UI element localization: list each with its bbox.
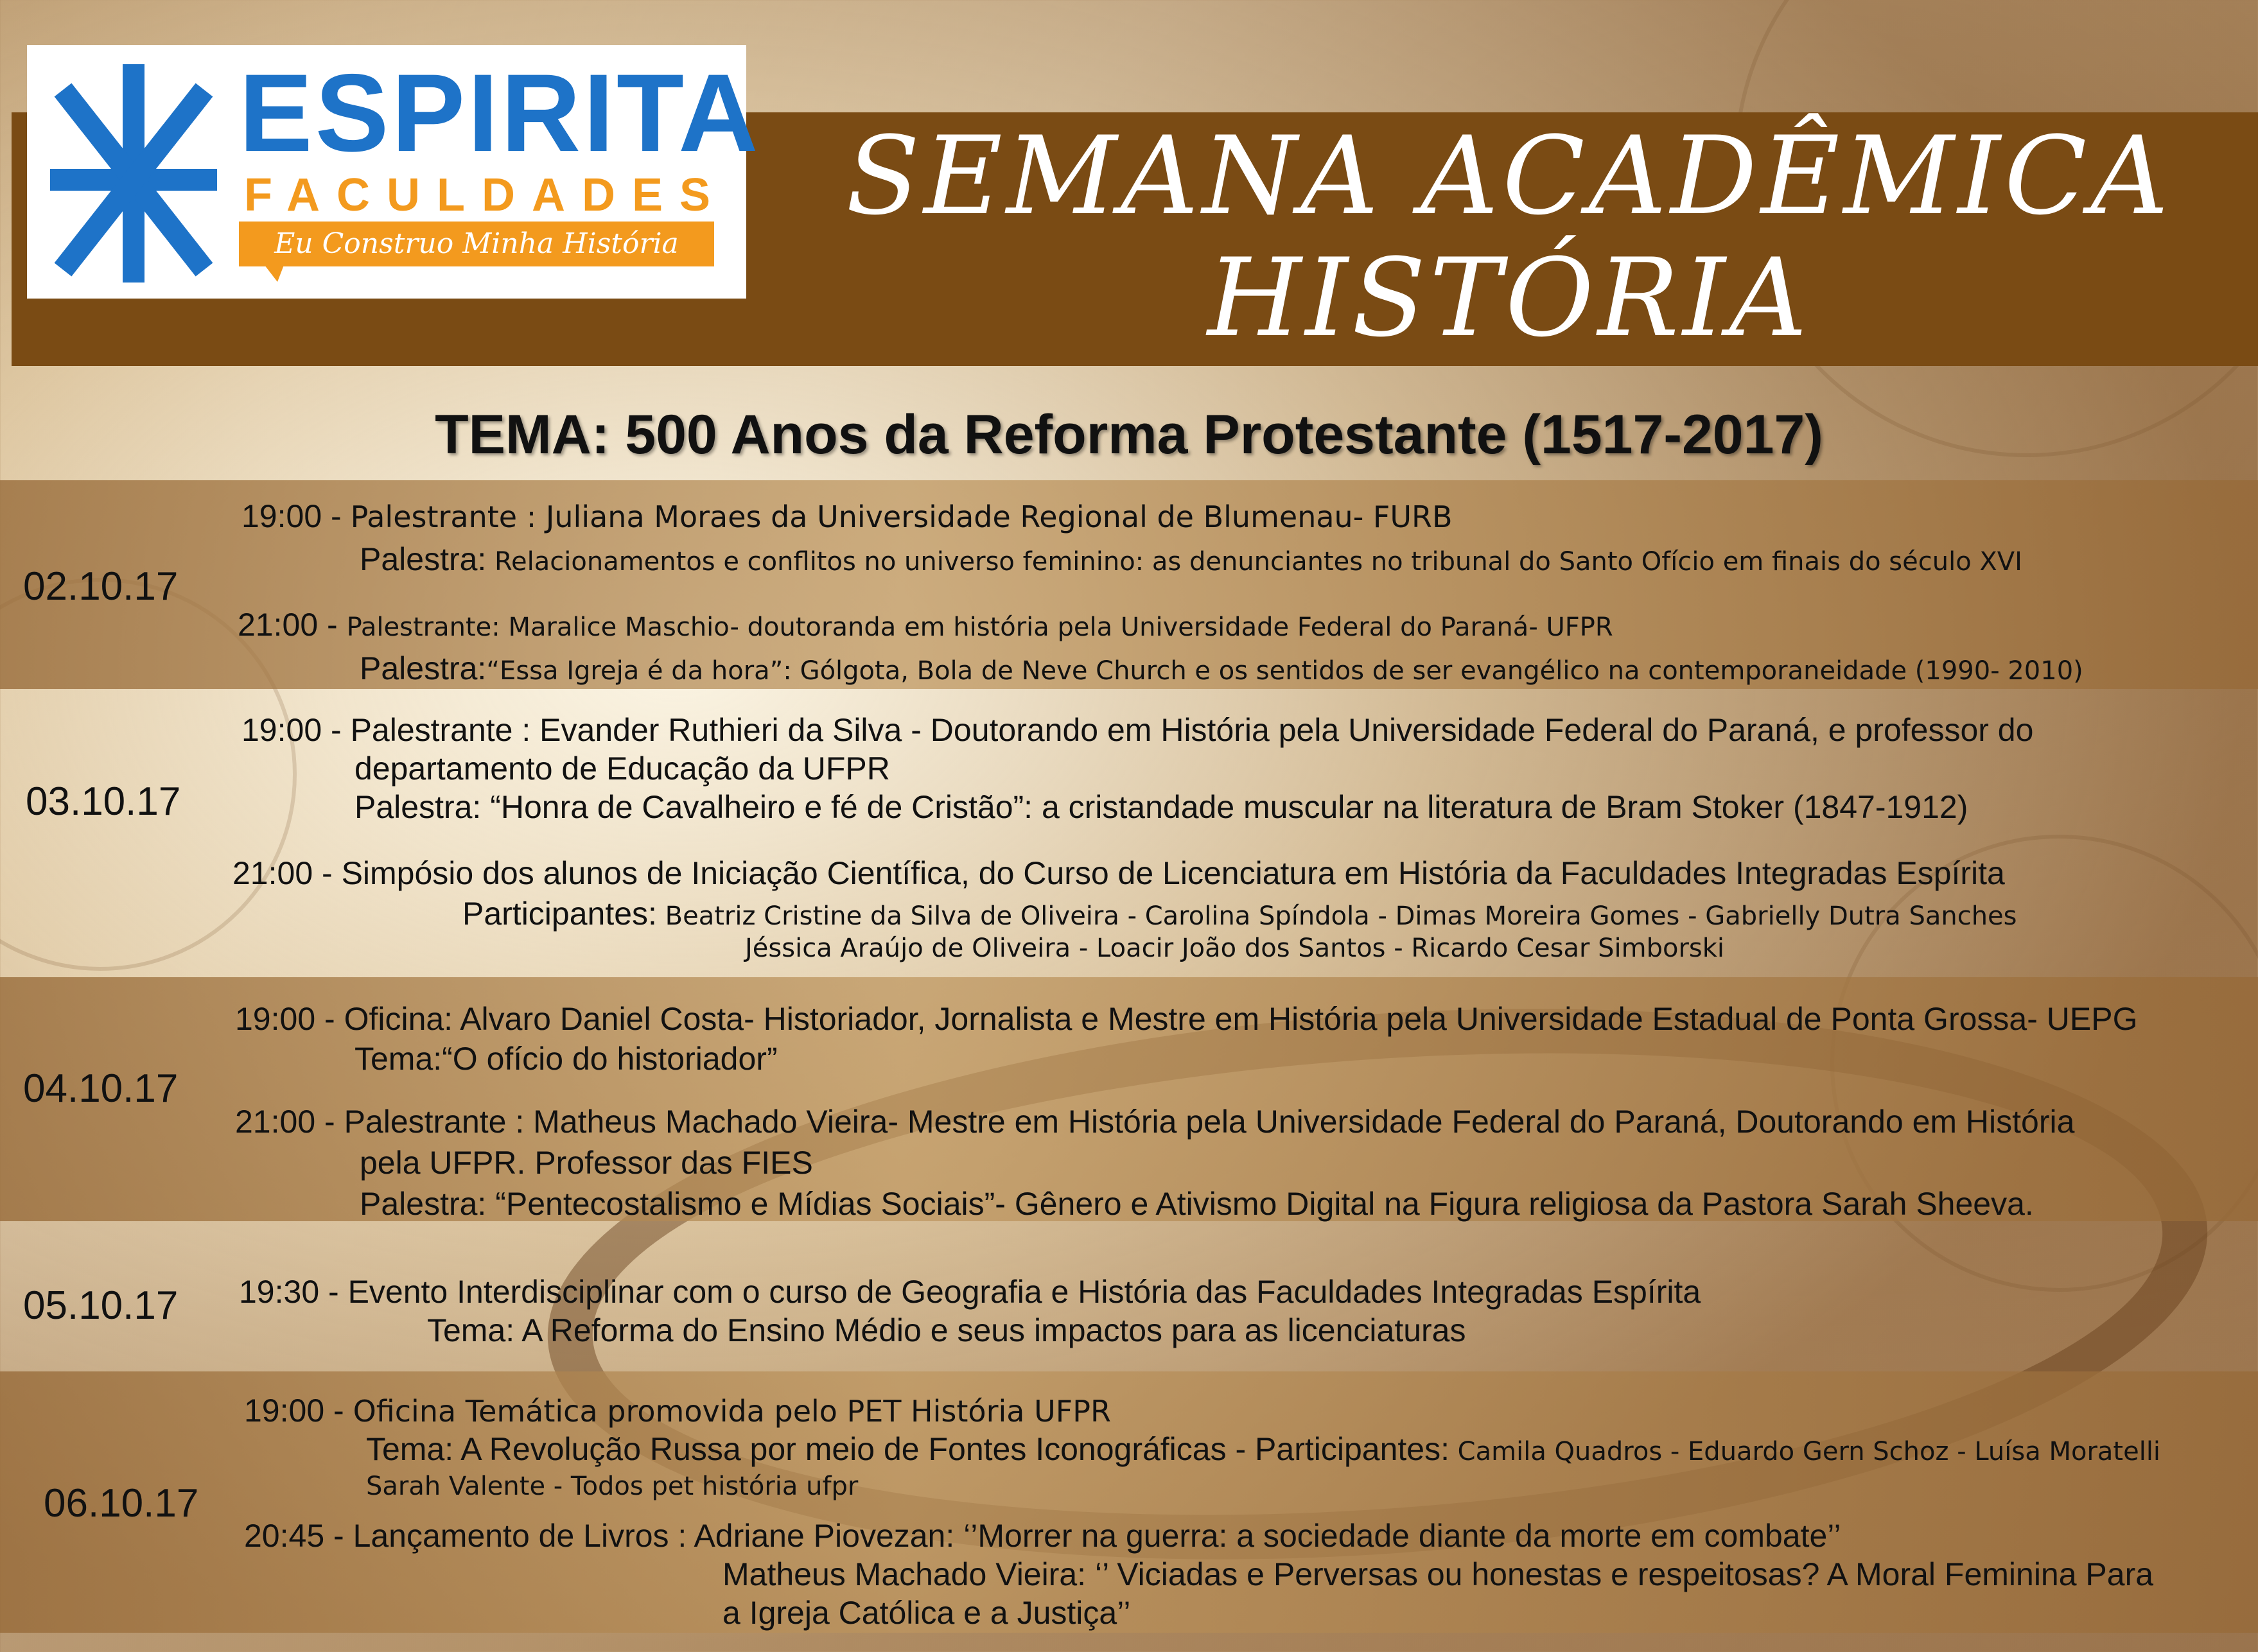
event-line: [244, 1392, 1111, 1429]
event-text: Simpósio dos alunos de Iniciação Científica, do Curso de Licenciatura em História da Faculdades Integradas Espírita: [341, 855, 2005, 891]
event-line: [241, 711, 2033, 749]
event-line: [235, 1103, 2074, 1140]
event-line: [462, 895, 2017, 932]
event-line: [244, 1517, 1841, 1554]
event-line: [238, 606, 1613, 643]
snowflake-logo-icon: [37, 51, 230, 295]
event-time: 20:45 -: [244, 1518, 353, 1554]
event-line: Jéssica Araújo de Oliveira - Loacir João dos Santos - Ricardo Cesar Simborski: [745, 934, 1725, 963]
event-time: 21:00 -: [238, 607, 347, 643]
event-label: Palestrante :: [350, 500, 537, 534]
event-time: 19:30 -: [239, 1274, 348, 1310]
event-line: [360, 650, 2083, 687]
event-text: Camila Quadros - Eduardo Gern Schoz - Luísa Moratelli: [1449, 1437, 2161, 1466]
page-title-line-1: SEMANA ACADÊMICA: [846, 113, 2173, 239]
event-text: Oficina: Alvaro Daniel Costa- Historiador, Jornalista e Mestre em História pela Universidade Estadual de Ponta Grossa- UEPG: [344, 1001, 2138, 1037]
day-date: 05.10.17: [23, 1283, 179, 1328]
event-line: [241, 498, 1453, 535]
event-time: 19:00 -: [241, 498, 351, 534]
event-line: Sarah Valente - Todos pet história ufpr: [366, 1472, 859, 1501]
event-text: Maralice Maschio- doutoranda em história pela Universidade Federal do Paraná- UFPR: [500, 613, 1613, 642]
event-text: Evento Interdisciplinar com o curso de Geografia e História das Faculdades Integradas Espírita: [347, 1274, 1701, 1310]
event-label: Palestra:: [360, 650, 487, 686]
logo-tagline: Eu Construo Minha História: [239, 222, 714, 266]
event-time: 21:00 -: [232, 855, 342, 891]
event-time: 19:00 -: [244, 1393, 353, 1429]
event-time: 19:00 -: [235, 1001, 344, 1037]
day-date: 03.10.17: [26, 779, 181, 824]
event-line: pela UFPR. Professor das FIES: [360, 1145, 813, 1181]
logo-subtitle: FACULDADES: [244, 170, 728, 221]
day-date: 06.10.17: [44, 1481, 199, 1526]
event-text: Palestrante : Matheus Machado Vieira- Mestre em História pela Universidade Federal do Paraná, Doutorando em História: [344, 1104, 2075, 1140]
event-line: Matheus Machado Vieira: ‘’ Viciadas e Perversas ou honestas e respeitosas? A Moral Feminina Para: [722, 1556, 2154, 1592]
event-line: departamento de Educação da UFPR: [354, 751, 890, 787]
event-text: “Essa Igreja é da hora”: Gólgota, Bola de Neve Church e os sentidos de ser evangélico na contemporaneidade (1990- 2010): [486, 656, 2083, 686]
event-line: [239, 1273, 1701, 1310]
event-line: Tema: A Reforma do Ensino Médio e seus impactos para as licenciaturas: [427, 1312, 1466, 1348]
event-text: Palestrante : Evander Ruthieri da Silva - Doutorando em História pela Universidade Federal do Paraná, e professor do: [350, 712, 2034, 748]
logo: [27, 45, 761, 299]
event-line: [235, 1000, 2137, 1038]
day-date: 04.10.17: [23, 1066, 179, 1111]
event-text: Beatriz Cristine da Silva de Oliveira - Carolina Spíndola - Dimas Moreira Gomes - Gabrielly Dutra Sanches: [656, 901, 2017, 931]
event-label: Palestrante:: [346, 613, 500, 642]
day-date: 02.10.17: [23, 564, 179, 609]
event-line: [360, 541, 2022, 578]
event-label: Participantes:: [462, 896, 657, 932]
event-label: Tema: A Revolução Russa por meio de Fontes Iconográficas - Participantes:: [366, 1431, 1449, 1467]
event-line: a Igreja Católica e a Justiça’’: [722, 1595, 1131, 1631]
event-text: Oficina Temática promovida pelo PET História UFPR: [353, 1394, 1111, 1429]
event-time: 19:00 -: [241, 712, 351, 748]
logo-name: ESPIRITA: [239, 51, 761, 175]
event-time: 21:00 -: [235, 1104, 344, 1140]
event-text: Juliana Moraes da Universidade Regional de Blumenau- FURB: [536, 500, 1453, 534]
page-title-line-2: HISTÓRIA: [1207, 235, 1811, 361]
event-line: [232, 855, 2005, 892]
event-text: Lançamento de Livros : Adriane Piovezan: ‘’Morrer na guerra: a sociedade diante da morte em combate’’: [353, 1518, 1841, 1554]
event-line: [366, 1430, 2160, 1468]
event-line: Palestra: “Honra de Cavalheiro e fé de Cristão”: a cristandade muscular na literatura de Bram Stoker (1847-1912): [354, 789, 1968, 825]
event-label: Palestra:: [360, 541, 487, 577]
theme-heading: TEMA: 500 Anos da Reforma Protestante (1517-2017): [435, 404, 1823, 465]
event-line: Palestra: “Pentecostalismo e Mídias Sociais”- Gênero e Ativismo Digital na Figura religiosa da Pastora Sarah Sheeva.: [360, 1186, 2034, 1222]
event-line: Tema:“O ofício do historiador”: [354, 1041, 778, 1077]
event-text: Relacionamentos e conflitos no universo feminino: as denunciantes no tribunal do Santo Ofício em finais do século XVI: [486, 547, 2022, 577]
